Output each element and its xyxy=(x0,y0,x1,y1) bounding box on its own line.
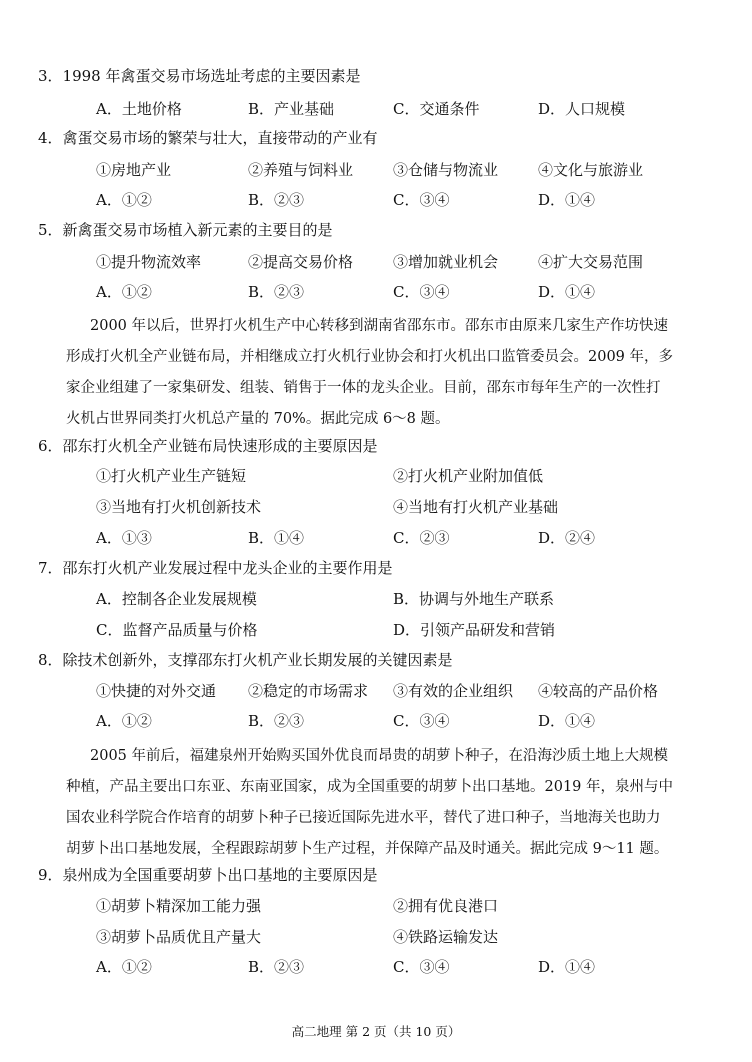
q6-item-3: ③当地有打火机创新技术 xyxy=(96,498,262,516)
page-footer: 高二地理 第 2 页（共 10 页） xyxy=(291,1024,461,1039)
q8-choice-a: A．①② xyxy=(96,712,152,730)
q4-item-2: ②养殖与饲料业 xyxy=(248,161,354,179)
q7-choice-d: D．引领产品研发和营销 xyxy=(393,621,556,639)
q5-item-3: ③增加就业机会 xyxy=(393,253,499,271)
passage-line: 形成打火机全产业链布局，并相继成立打火机行业协会和打火机出口监管委员会。2009 年，多 xyxy=(66,349,674,365)
passage-line: 种植，产品主要出口东亚、东南亚国家，成为全国重要的胡萝卜出口基地。2019 年，泉州与中 xyxy=(66,779,674,795)
q5-item-1: ①提升物流效率 xyxy=(96,253,202,271)
question-8-stem: 8．除技术创新外，支撑邵东打火机产业长期发展的关键因素是 xyxy=(38,651,453,669)
q7-choice-b: B．协调与外地生产联系 xyxy=(393,590,555,608)
q9-choice-b: B．②③ xyxy=(248,958,305,976)
q9-item-2: ②拥有优良港口 xyxy=(393,897,499,915)
q6-item-4: ④当地有打火机产业基础 xyxy=(393,498,559,516)
q5-item-2: ②提高交易价格 xyxy=(248,253,354,271)
q8-item-2: ②稳定的市场需求 xyxy=(248,682,369,700)
question-5-stem: 5．新禽蛋交易市场植入新元素的主要目的是 xyxy=(38,221,333,239)
q4-item-1: ①房地产业 xyxy=(96,161,172,179)
q5-choice-b: B．②③ xyxy=(248,283,305,301)
q5-choice-d: D．①④ xyxy=(538,283,596,301)
q8-choice-c: C．③④ xyxy=(393,712,450,730)
q3-choice-d: D．人口规模 xyxy=(538,100,626,118)
q3-choice-b: B．产业基础 xyxy=(248,100,335,118)
passage-line: 2005 年前后，福建泉州开始购买国外优良而昂贵的胡萝卜种子，在沿海沙质土地上大规模 xyxy=(90,748,669,764)
q9-item-4: ④铁路运输发达 xyxy=(393,928,499,946)
q6-choice-d: D．②④ xyxy=(538,529,596,547)
q8-item-3: ③有效的企业组织 xyxy=(393,682,514,700)
q8-choice-b: B．②③ xyxy=(248,712,305,730)
q4-choice-b: B．②③ xyxy=(248,191,305,209)
q7-choice-c: C．监督产品质量与价格 xyxy=(96,621,258,639)
q9-choice-c: C．③④ xyxy=(393,958,450,976)
q9-item-3: ③胡萝卜品质优且产量大 xyxy=(96,928,262,946)
q3-choice-c: C．交通条件 xyxy=(393,100,480,118)
passage-line: 胡萝卜出口基地发展，全程跟踪胡萝卜生产过程，并保障产品及时通关。据此完成 9～11 题。 xyxy=(66,841,669,857)
passage-line: 2000 年以后，世界打火机生产中心转移到湖南省邵东市。邵东市由原来几家生产作坊快速 xyxy=(90,318,669,334)
q9-choice-d: D．①④ xyxy=(538,958,596,976)
q5-choice-c: C．③④ xyxy=(393,283,450,301)
passage-line: 火机占世界同类打火机总产量的 70%。据此完成 6～8 题。 xyxy=(66,411,450,427)
question-7-stem: 7．邵东打火机产业发展过程中龙头企业的主要作用是 xyxy=(38,559,393,577)
q4-item-4: ④文化与旅游业 xyxy=(538,161,644,179)
q5-choice-a: A．①② xyxy=(96,283,152,301)
q8-item-4: ④较高的产品价格 xyxy=(538,682,659,700)
question-4-stem: 4．禽蛋交易市场的繁荣与壮大，直接带动的产业有 xyxy=(38,129,378,147)
q4-choice-d: D．①④ xyxy=(538,191,596,209)
q8-choice-d: D．①④ xyxy=(538,712,596,730)
question-6-stem: 6．邵东打火机全产业链布局快速形成的主要原因是 xyxy=(38,437,378,455)
q7-choice-a: A．控制各企业发展规模 xyxy=(96,590,257,608)
q6-item-2: ②打火机产业附加值低 xyxy=(393,467,544,485)
q8-item-1: ①快捷的对外交通 xyxy=(96,682,217,700)
q6-choice-b: B．①④ xyxy=(248,529,305,547)
q3-choice-a: A．土地价格 xyxy=(96,100,182,118)
q6-item-1: ①打火机产业生产链短 xyxy=(96,467,247,485)
passage-line: 家企业组建了一家集研发、组装、销售于一体的龙头企业。目前，邵东市每年生产的一次性打 xyxy=(66,380,661,396)
q4-item-3: ③仓储与物流业 xyxy=(393,161,499,179)
q6-choice-c: C．②③ xyxy=(393,529,450,547)
question-9-stem: 9．泉州成为全国重要胡萝卜出口基地的主要原因是 xyxy=(38,866,378,884)
q4-choice-a: A．①② xyxy=(96,191,152,209)
question-3-stem: 3．1998 年禽蛋交易市场选址考虑的主要因素是 xyxy=(38,67,361,85)
q6-choice-a: A．①③ xyxy=(96,529,152,547)
passage-line: 国农业科学院合作培育的胡萝卜种子已接近国际先进水平，替代了进口种子，当地海关也助力 xyxy=(66,810,661,826)
q5-item-4: ④扩大交易范围 xyxy=(538,253,644,271)
q9-item-1: ①胡萝卜精深加工能力强 xyxy=(96,897,262,915)
q9-choice-a: A．①② xyxy=(96,958,152,976)
q4-choice-c: C．③④ xyxy=(393,191,450,209)
